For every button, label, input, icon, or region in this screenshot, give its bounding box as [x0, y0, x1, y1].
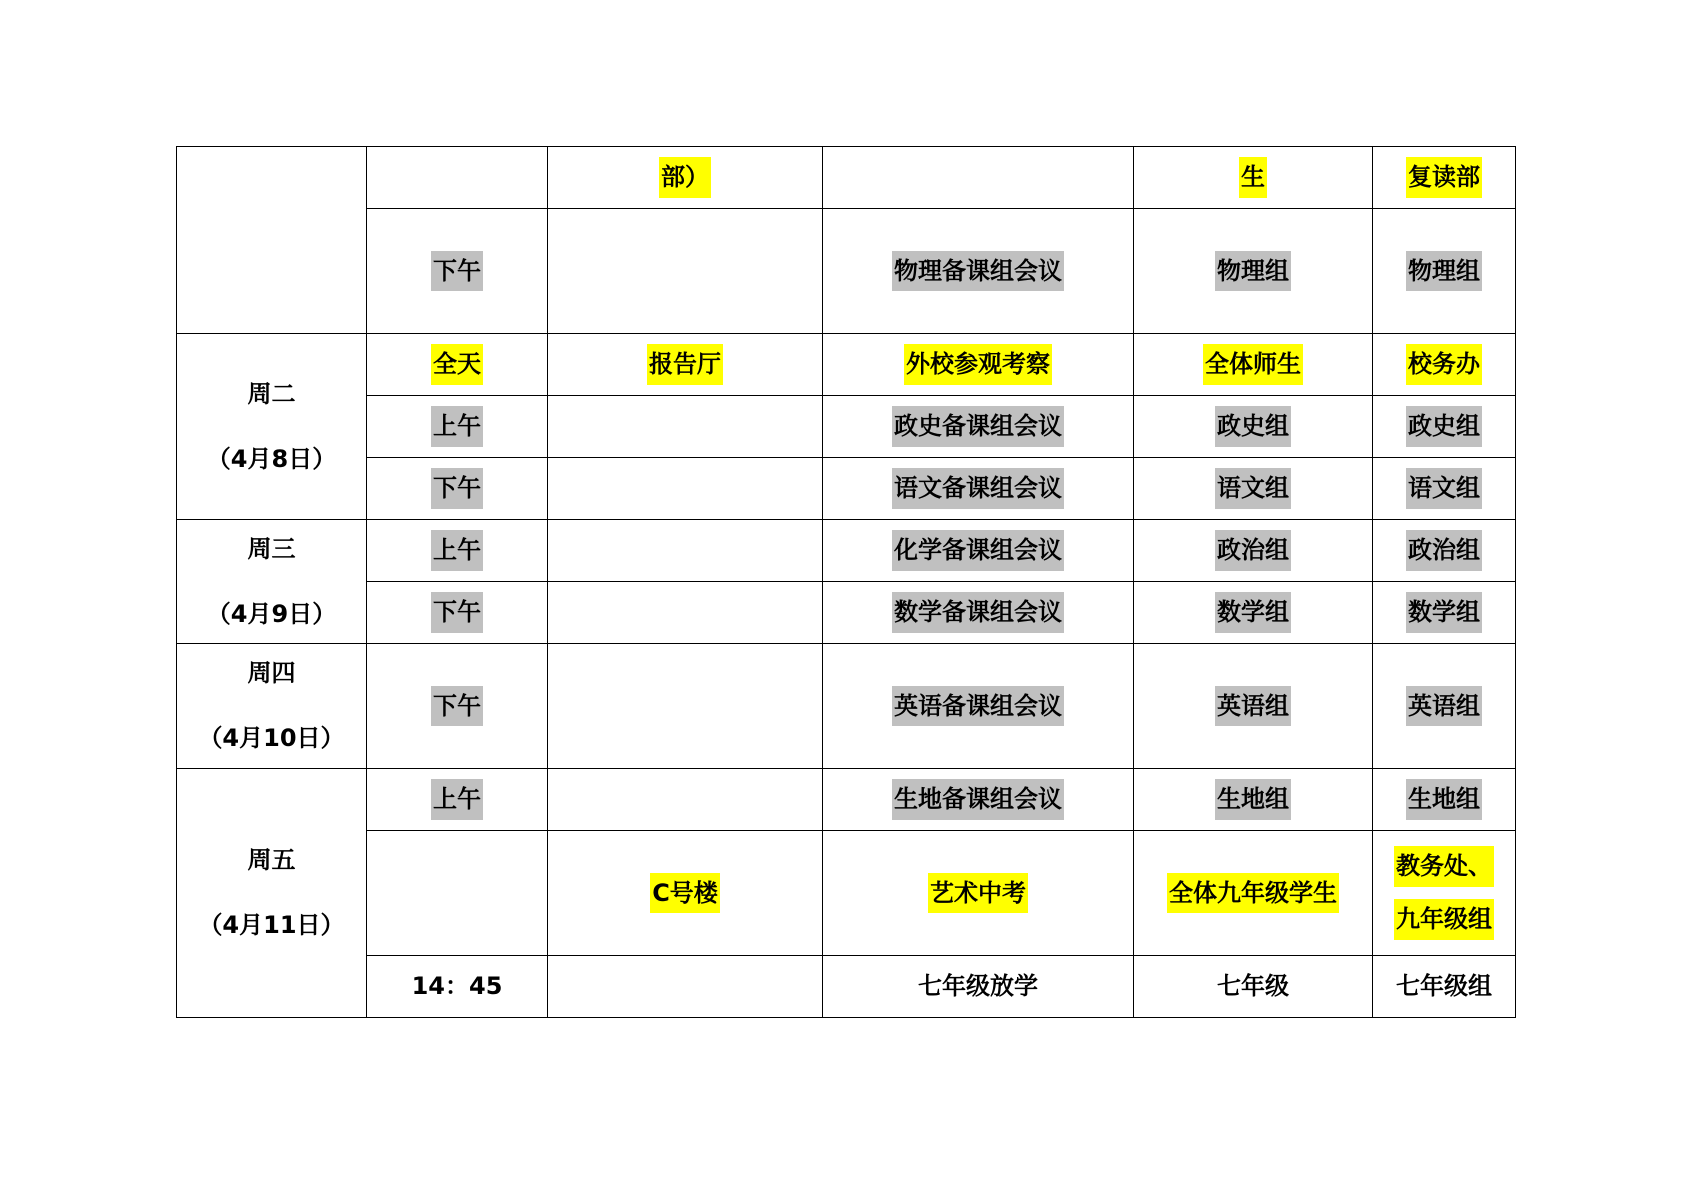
date-label: （4月11日）: [198, 911, 345, 939]
event-cell: [823, 458, 1134, 520]
responsible-cell: [1373, 396, 1516, 458]
event-text: 化学备课组会议: [892, 530, 1064, 571]
responsible-cell: [1373, 209, 1516, 334]
event-cell: [823, 956, 1134, 1018]
time-cell: [367, 644, 548, 769]
event-text: 七年级放学: [918, 972, 1038, 1001]
responsible-cell: [1373, 520, 1516, 582]
place-cell: [548, 209, 823, 334]
place-text: 报告厅: [647, 344, 723, 385]
day-label: 周五: [247, 846, 296, 875]
event-cell: [823, 334, 1134, 396]
responsible-text-line1: 教务处、: [1394, 846, 1494, 887]
event-text: 英语备课组会议: [892, 686, 1064, 727]
table-row: [177, 582, 1516, 644]
time-text: 上午: [431, 530, 483, 571]
event-cell: [823, 644, 1134, 769]
responsible-cell: [1373, 769, 1516, 831]
day-cell: [177, 769, 367, 1018]
participants-cell: [1134, 458, 1373, 520]
table-row: [177, 956, 1516, 1018]
place-text: 部）: [659, 157, 711, 198]
responsible-cell: [1373, 831, 1516, 956]
place-cell: [548, 644, 823, 769]
table-row: [177, 831, 1516, 956]
responsible-text: 复读部: [1406, 157, 1482, 198]
time-cell: [367, 147, 548, 209]
responsible-text: 校务办: [1406, 344, 1482, 385]
event-text: 数学备课组会议: [892, 592, 1064, 633]
responsible-text-line2: 九年级组: [1394, 899, 1494, 940]
table-row: [177, 147, 1516, 209]
time-text: 下午: [431, 251, 483, 292]
responsible-cell: [1373, 644, 1516, 769]
day-cell: [177, 334, 367, 520]
time-text: 下午: [431, 468, 483, 509]
participants-text: 政治组: [1215, 530, 1291, 571]
time-text: 上午: [431, 779, 483, 820]
participants-cell: [1134, 831, 1373, 956]
event-cell: [823, 520, 1134, 582]
day-cell: [177, 520, 367, 644]
time-cell: [367, 396, 548, 458]
date-label: （4月9日）: [206, 599, 337, 628]
participants-cell: [1134, 520, 1373, 582]
place-text: C号楼: [650, 873, 720, 914]
responsible-text: 生地组: [1406, 779, 1482, 820]
participants-text: 政史组: [1215, 406, 1291, 447]
time-cell: [367, 582, 548, 644]
responsible-text: 数学组: [1406, 592, 1482, 633]
table-row: [177, 769, 1516, 831]
table-row: [177, 520, 1516, 582]
responsible-cell: [1373, 956, 1516, 1018]
participants-cell: [1134, 147, 1373, 209]
event-cell: [823, 209, 1134, 334]
participants-text: 全体师生: [1203, 344, 1303, 385]
participants-cell: [1134, 956, 1373, 1018]
time-cell: [367, 209, 548, 334]
day-cell: [177, 147, 367, 334]
responsible-text: 英语组: [1406, 686, 1482, 727]
participants-text: 英语组: [1215, 686, 1291, 727]
participants-text: 物理组: [1215, 251, 1291, 292]
place-cell: [548, 769, 823, 831]
day-label: 周三: [247, 534, 296, 563]
date-label: （4月10日）: [198, 724, 345, 752]
participants-text: 语文组: [1215, 468, 1291, 509]
time-text: 下午: [431, 592, 483, 633]
participants-cell: [1134, 334, 1373, 396]
day-label: 周二: [247, 379, 296, 408]
responsible-cell: [1373, 458, 1516, 520]
place-cell: [548, 582, 823, 644]
time-text: 下午: [431, 686, 483, 727]
event-text: 生地备课组会议: [892, 779, 1064, 820]
time-text: 14：45: [411, 972, 503, 1001]
table-row: [177, 644, 1516, 769]
participants-text: 生地组: [1215, 779, 1291, 820]
place-cell: [548, 831, 823, 956]
event-cell: [823, 147, 1134, 209]
place-cell: [548, 458, 823, 520]
day-label: 周四: [247, 659, 296, 688]
time-cell: [367, 458, 548, 520]
participants-cell: [1134, 644, 1373, 769]
responsible-text: 物理组: [1406, 251, 1482, 292]
table-row: [177, 458, 1516, 520]
responsible-cell: [1373, 582, 1516, 644]
place-cell: [548, 396, 823, 458]
time-text: 上午: [431, 406, 483, 447]
event-text: 艺术中考: [928, 873, 1028, 914]
place-cell: [548, 147, 823, 209]
time-cell: [367, 831, 548, 956]
participants-cell: [1134, 209, 1373, 334]
responsible-text: 七年级组: [1396, 972, 1492, 1001]
event-text: 物理备课组会议: [892, 251, 1064, 292]
event-cell: [823, 831, 1134, 956]
responsible-cell: [1373, 147, 1516, 209]
event-cell: [823, 582, 1134, 644]
time-cell: [367, 334, 548, 396]
table-row: [177, 396, 1516, 458]
place-cell: [548, 334, 823, 396]
table-row: [177, 209, 1516, 334]
time-text: 全天: [431, 344, 483, 385]
responsible-text: 语文组: [1406, 468, 1482, 509]
schedule-table: [176, 146, 1516, 1018]
place-cell: [548, 956, 823, 1018]
event-text: 政史备课组会议: [892, 406, 1064, 447]
responsible-text: 政史组: [1406, 406, 1482, 447]
event-cell: [823, 769, 1134, 831]
participants-text: 全体九年级学生: [1167, 873, 1339, 914]
responsible-text: 政治组: [1406, 530, 1482, 571]
time-cell: [367, 520, 548, 582]
responsible-cell: [1373, 334, 1516, 396]
time-cell: [367, 956, 548, 1018]
participants-cell: [1134, 582, 1373, 644]
responsible-stack: [1394, 846, 1494, 940]
participants-text: 数学组: [1215, 592, 1291, 633]
participants-text: 生: [1239, 157, 1267, 198]
day-cell: [177, 644, 367, 769]
time-cell: [367, 769, 548, 831]
date-label: （4月8日）: [206, 444, 337, 473]
participants-cell: [1134, 769, 1373, 831]
event-text: 语文备课组会议: [892, 468, 1064, 509]
participants-text: 七年级: [1217, 972, 1289, 1001]
participants-cell: [1134, 396, 1373, 458]
place-cell: [548, 520, 823, 582]
table-row: [177, 334, 1516, 396]
event-cell: [823, 396, 1134, 458]
event-text: 外校参观考察: [904, 344, 1052, 385]
